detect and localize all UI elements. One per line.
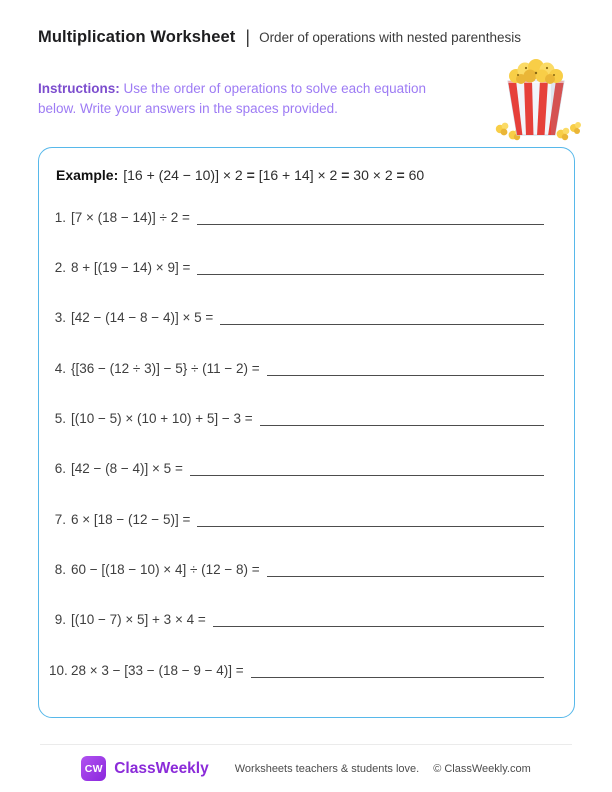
instructions-text (38, 79, 458, 118)
question-row (49, 487, 544, 537)
answer-line (190, 475, 544, 476)
question-number: 10. (49, 662, 68, 678)
question-expression: 28 × 3 − [33 − (18 − 9 − 4)] = (71, 662, 244, 678)
answer-line (197, 526, 544, 527)
question-expression: 6 × [18 − (12 − 5)] = (71, 511, 191, 527)
page-title: Multiplication Worksheet (38, 28, 236, 46)
header (38, 27, 521, 48)
answer-line (213, 626, 544, 627)
example-segment: 60 (408, 167, 425, 183)
answer-line (197, 224, 544, 225)
question-expression: 60 − [(18 − 10) × 4] ÷ (12 − 8) = (71, 561, 260, 577)
question-number: 7. (54, 511, 66, 527)
question-number: 5. (54, 411, 66, 427)
question-number: 6. (54, 461, 66, 477)
footer-tagline: Worksheets teachers & students love. (234, 762, 420, 775)
question-expression: [7 × (18 − 14)] ÷ 2 = (71, 209, 190, 225)
example-segment: [16 + 14] × 2 (258, 167, 342, 183)
question-row (49, 587, 544, 637)
popcorn-icon (491, 56, 581, 142)
answer-line (260, 425, 544, 426)
answer-line (267, 375, 544, 376)
question-number: 9. (54, 612, 66, 628)
example-segment: = (396, 167, 409, 183)
example-segment: = (246, 167, 259, 183)
footer-divider (40, 744, 572, 745)
question-row (49, 185, 544, 235)
popcorn-top (509, 59, 563, 84)
question-row (49, 386, 544, 436)
example-segment: = (341, 167, 354, 183)
answer-line (267, 576, 544, 577)
worksheet-box (38, 147, 575, 718)
answer-line (251, 677, 544, 678)
example-label: Example: (56, 167, 119, 183)
question-expression: 8 + [(19 − 14) × 9] = (71, 260, 191, 276)
answer-line (197, 274, 544, 275)
question-row (49, 638, 544, 688)
title-separator: | (245, 27, 251, 47)
question-row (49, 336, 544, 386)
question-expression: [(10 − 7) × 5] + 3 × 4 = (71, 612, 206, 628)
answer-line (220, 324, 544, 325)
example-segment: [16 + (24 − 10)] × 2 (123, 167, 247, 183)
question-number: 4. (54, 360, 66, 376)
example-segment: 30 × 2 (353, 167, 397, 183)
classweekly-logo-icon: CW (81, 756, 106, 781)
instructions-label: Instructions: (38, 81, 120, 96)
example-expression (123, 167, 424, 183)
question-expression: [42 − (8 − 4)] × 5 = (71, 461, 183, 477)
instructions-body: Use the order of operations to solve each equation below. Write your answers in the spaces provided. (38, 81, 426, 116)
question-row (49, 537, 544, 587)
brand-name: ClassWeekly (114, 759, 209, 777)
question-number: 1. (54, 209, 66, 225)
question-row (49, 436, 544, 486)
footer (0, 756, 612, 781)
question-row (49, 285, 544, 335)
question-row (49, 235, 544, 285)
page-subtitle: Order of operations with nested parenthesis (259, 30, 521, 45)
question-expression: [(10 − 5) × (10 + 10) + 5] − 3 = (71, 411, 253, 427)
question-number: 2. (54, 260, 66, 276)
footer-copyright: © ClassWeekly.com (433, 762, 531, 775)
popcorn-box (508, 78, 567, 138)
question-number: 3. (54, 310, 66, 326)
question-expression: {[36 − (12 ÷ 3)] − 5} ÷ (11 − 2) = (71, 360, 260, 376)
question-number: 8. (54, 561, 66, 577)
questions-list (49, 185, 544, 688)
example-row (56, 166, 544, 185)
question-expression: [42 − (14 − 8 − 4)] × 5 = (71, 310, 214, 326)
